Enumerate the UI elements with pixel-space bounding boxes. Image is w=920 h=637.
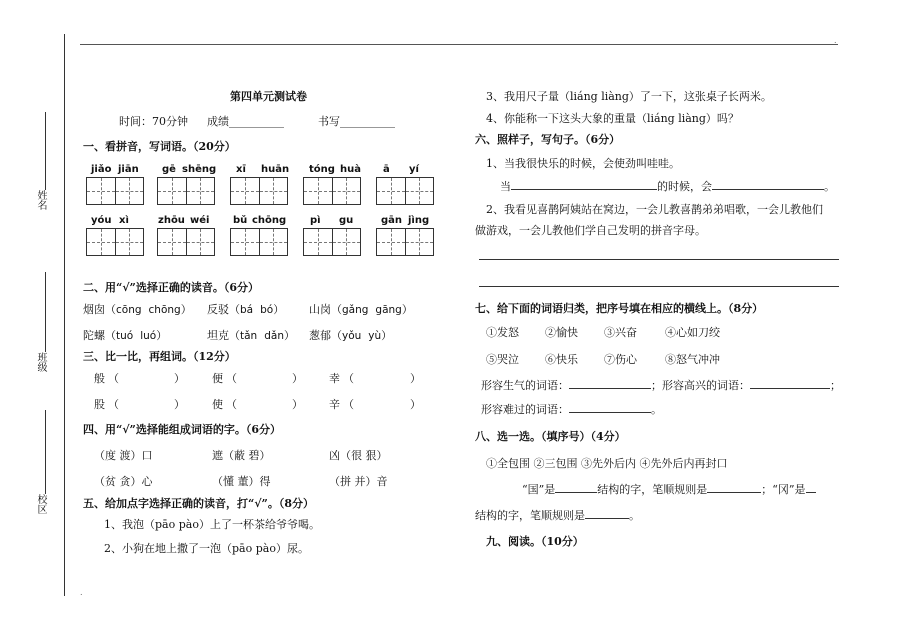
q4-item[interactable]: 凶（很 狠） <box>329 449 388 462</box>
q9-title: 九、阅读。（10分） <box>486 535 584 548</box>
q8-end: 。 <box>629 509 640 522</box>
q6-middle: 的时候，会 <box>657 180 712 193</box>
q7-end: 。 <box>651 403 662 416</box>
paren-open: （ <box>229 329 240 342</box>
answer-blank[interactable] <box>569 402 651 413</box>
writing-grid[interactable] <box>230 177 288 205</box>
q6-title: 六、照样子，写句子。（6分） <box>475 133 621 146</box>
q2-word: 坦克 <box>207 329 229 342</box>
paren-open: （ <box>226 398 237 411</box>
q2-item <box>309 301 413 317</box>
q7-fill-line-1 <box>481 377 841 393</box>
reading-option[interactable]: tuó <box>116 330 134 342</box>
pinyin-9-2: gu <box>339 215 354 226</box>
reading-option[interactable]: tǎn <box>240 330 258 342</box>
writing-grid[interactable] <box>157 228 215 256</box>
paren-open: （ <box>331 329 342 342</box>
reading-option[interactable]: chōng <box>148 304 181 316</box>
q2-title: 二、用“√”选择正确的读音。（6分） <box>83 281 260 294</box>
paren-open: （ <box>229 303 240 316</box>
score-label: 成绩__________ <box>207 115 284 128</box>
pinyin-5-2: yí <box>409 164 419 175</box>
class-line <box>45 272 46 352</box>
paren-open: （ <box>108 398 119 411</box>
q4-title: 四、用“√”选择能组成词语的字。（6分） <box>83 423 282 436</box>
writing-grid[interactable] <box>376 228 434 256</box>
q5-sentence-1: 1、我泡（pāo pào）上了一杯茶给爷爷喝。 <box>104 518 320 531</box>
q4-item[interactable]: （懂 董）得 <box>212 475 271 488</box>
q2-word: 山岗 <box>309 303 331 316</box>
q2-word: 烟囱 <box>83 303 105 316</box>
paren-close: ） <box>174 398 185 411</box>
writing-grid[interactable] <box>303 177 361 205</box>
paren-close: ） <box>381 329 393 342</box>
pinyin-4-2: huà <box>340 164 361 175</box>
q7-fill-line-2 <box>481 401 662 417</box>
writing-grid[interactable] <box>376 177 434 205</box>
reading-option[interactable]: cōng <box>116 304 142 316</box>
pinyin-6-2: xì <box>119 215 129 226</box>
paren-open: （ <box>226 372 237 385</box>
binding-margin-line <box>64 34 65 596</box>
q6-end: 。 <box>824 180 835 193</box>
answer-blank[interactable] <box>585 508 629 519</box>
paren-open: （ <box>331 303 342 316</box>
reading-option[interactable]: gāng <box>375 304 402 316</box>
pinyin-3-1: xī <box>236 164 246 175</box>
pinyin-8-1: bǔ <box>233 215 248 226</box>
paren-close: ） <box>292 398 303 411</box>
writing-grid[interactable] <box>230 228 288 256</box>
q6-sentence-2b: 做游戏，一会儿教他们学自己发明的拼音字母。 <box>475 224 706 237</box>
pinyin-6-1: yóu <box>91 215 112 226</box>
q1-title: 一、看拼音，写词语。（20分） <box>83 140 236 153</box>
q6-sentence-2a: 2、我看见喜鹊阿姨站在窝边，一会儿教喜鹊弟弟唱歌，一会儿教他们 <box>486 203 823 216</box>
pinyin-5-1: ā <box>383 164 390 175</box>
q4-item[interactable]: （贫 贪）心 <box>94 475 153 488</box>
pinyin-1-1: jiǎo <box>91 164 112 175</box>
q7-sad-label: 形容难过的词语： <box>481 403 569 416</box>
writing-label: 书写__________ <box>318 115 395 128</box>
pinyin-9-1: pì <box>310 215 321 226</box>
q2-item <box>309 327 392 343</box>
q7-happy-label: ；形容高兴的词语： <box>651 379 750 392</box>
q2-item <box>207 327 295 343</box>
q5-sentence-2: 2、小狗在地上撒了一泡（pāo pào）尿。 <box>104 542 309 555</box>
top-rule <box>80 44 838 45</box>
reading-option[interactable]: bá <box>240 304 254 316</box>
answer-line[interactable] <box>479 286 839 287</box>
paren-open: （ <box>343 372 354 385</box>
paren-close: ） <box>180 303 192 316</box>
name-line <box>45 112 46 190</box>
paren-open: （ <box>105 329 116 342</box>
paren-close: ） <box>174 372 185 385</box>
q3-title: 三、比一比，再组词。（12分） <box>83 350 236 363</box>
q7-option: ⑤哭泣 <box>486 353 519 366</box>
q7-angry-label: 形容生气的词语： <box>481 379 569 392</box>
school-line <box>45 410 46 494</box>
answer-blank[interactable] <box>511 179 657 190</box>
paren-close: ） <box>410 398 421 411</box>
paren-close: ） <box>273 303 285 316</box>
q7-title: 七、给下面的词语归类，把序号填在相应的横线上。（8分） <box>475 302 764 315</box>
pinyin-2-1: gē <box>162 164 176 175</box>
q7-option: ②愉快 <box>545 326 578 339</box>
q8-fill-line-1 <box>522 481 816 497</box>
writing-grid[interactable] <box>157 177 215 205</box>
q8-guo: “国”是 <box>522 483 556 496</box>
q8-title: 八、选一选。（填序号）（4分） <box>475 430 626 443</box>
answer-blank[interactable] <box>750 378 830 389</box>
q2-word: 陀螺 <box>83 329 105 342</box>
pinyin-7-1: zhōu <box>158 215 185 226</box>
q3-char: 幸 <box>329 372 340 385</box>
paren-open: （ <box>108 372 119 385</box>
reading-option[interactable]: luó <box>140 330 157 342</box>
q7-option: ⑧怒气冲冲 <box>665 353 720 366</box>
answer-blank[interactable] <box>712 179 824 190</box>
q2-word: 反驳 <box>207 303 229 316</box>
pinyin-10-1: gān <box>381 215 403 226</box>
q3-char: 便 <box>212 372 223 385</box>
q3-char: 股 <box>94 398 105 411</box>
q8-options: ①全包围 ②三包围 ③先外后内 ④先外后内再封口 <box>486 457 728 470</box>
q7-option: ①发怒 <box>486 326 519 339</box>
paren-open: （ <box>343 398 354 411</box>
q8-structure-label: 结构的字，笔顺规则是 <box>475 509 585 522</box>
writing-grid[interactable] <box>86 228 144 256</box>
q5-sentence-3: 3、我用尺子量（liáng liàng）了一下，这张桌子长两米。 <box>486 90 772 103</box>
q8-fill-line-2 <box>475 507 640 523</box>
paren-close: ） <box>292 372 303 385</box>
q6-fill-line <box>500 178 835 194</box>
q2-item <box>207 301 284 317</box>
pinyin-7-2: wéi <box>190 215 210 226</box>
reading-option[interactable]: bó <box>260 304 274 316</box>
pinyin-4-1: tóng <box>309 164 335 175</box>
pinyin-8-2: chōng <box>252 215 287 226</box>
answer-blank[interactable] <box>569 378 651 389</box>
name-label: 姓名 <box>35 190 46 210</box>
corner-mark: . <box>834 36 837 45</box>
paren-open: （ <box>105 303 116 316</box>
q6-example: 1、当我很快乐的时候，会使劲叫哇哇。 <box>486 157 680 170</box>
pinyin-10-2: jìng <box>408 215 430 226</box>
q5-title: 五、给加点字选择正确的读音，打“√”。（8分） <box>83 497 315 510</box>
paren-close: ） <box>401 303 413 316</box>
q2-word: 葱郁 <box>309 329 331 342</box>
reading-option[interactable]: yǒu <box>342 330 362 342</box>
pinyin-2-2: shēng <box>182 164 217 175</box>
q4-item[interactable]: （拼 并）音 <box>329 475 388 488</box>
q7-sep: ； <box>830 379 841 392</box>
answer-blank[interactable] <box>555 482 597 493</box>
reading-option[interactable]: gǎng <box>342 304 369 316</box>
school-label: 校区 <box>35 494 46 514</box>
q4-item[interactable]: （度 渡）口 <box>94 449 153 462</box>
q3-char: 般 <box>94 372 105 385</box>
paren-close: ） <box>410 372 421 385</box>
q3-char: 使 <box>212 398 223 411</box>
q5-sentence-4: 4、你能称一下这头大象的重量（liáng liàng）吗？ <box>486 112 739 125</box>
reading-option[interactable]: dǎn <box>264 330 284 342</box>
pinyin-1-2: jiān <box>118 164 139 175</box>
q7-option: ③兴奋 <box>604 326 637 339</box>
q8-order-label: 结构的字，笔顺规则是 <box>597 483 708 496</box>
answer-blank[interactable] <box>806 482 816 493</box>
corner-mark: . <box>80 588 83 597</box>
q4-item[interactable]: 遮（蔽 碧） <box>212 449 271 462</box>
answer-blank[interactable] <box>707 482 761 493</box>
q7-option: ⑦伤心 <box>604 353 637 366</box>
time-label: 时间：70分钟 <box>119 115 188 128</box>
paren-close: ） <box>156 329 168 342</box>
q2-item <box>83 327 167 343</box>
paren-close: ） <box>283 329 295 342</box>
q2-item <box>83 301 192 317</box>
q6-prefix: 当 <box>500 180 511 193</box>
writing-grid[interactable] <box>303 228 361 256</box>
q8-gang: ；“冈”是 <box>761 483 806 496</box>
q7-option: ④心如刀绞 <box>665 326 720 339</box>
page-title: 第四单元测试卷 <box>230 90 307 103</box>
answer-line[interactable] <box>479 259 839 260</box>
writing-grid[interactable] <box>86 177 144 205</box>
reading-option[interactable]: yù <box>368 330 382 342</box>
q3-char: 辛 <box>329 398 340 411</box>
q7-option: ⑥快乐 <box>545 353 578 366</box>
pinyin-3-2: huān <box>261 164 290 175</box>
class-label: 班级 <box>35 352 46 372</box>
